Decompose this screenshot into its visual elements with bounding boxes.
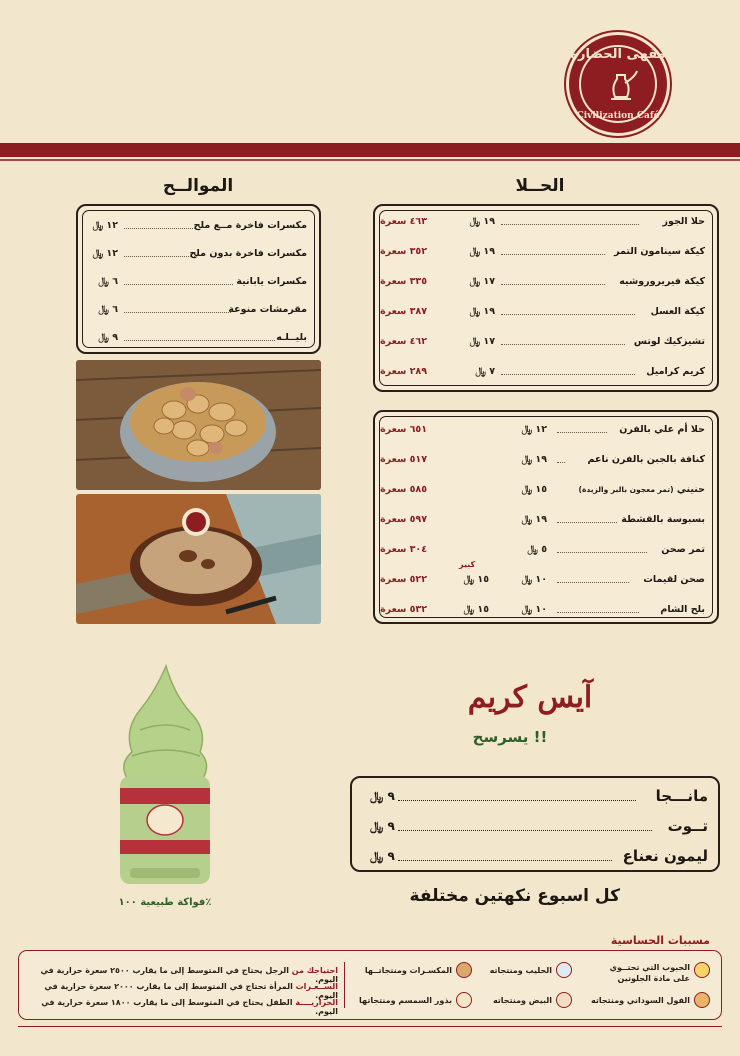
menu-row xyxy=(375,362,717,382)
item-name-main: حنيني xyxy=(676,484,705,495)
leader-dots xyxy=(557,522,617,523)
leader-dots xyxy=(124,284,233,285)
menu-row xyxy=(78,272,319,292)
leader-dots xyxy=(398,800,636,801)
leader-dots xyxy=(557,612,639,613)
leader-dots xyxy=(124,228,197,229)
leader-dots xyxy=(501,374,635,375)
nuts-bowl-photo xyxy=(76,360,321,490)
item-price: ١٩ ﷼ xyxy=(521,454,547,465)
item-name: مكسرات فاخرة مــع ملح xyxy=(193,220,307,231)
menu-row xyxy=(78,300,319,320)
leader-dots xyxy=(501,254,605,255)
item-calories: ٥٣٢ سعرة xyxy=(380,604,427,615)
bottom-rule xyxy=(18,1026,722,1027)
item-name: مكسرات فاخرة بدون ملح xyxy=(189,248,307,259)
egg-icon xyxy=(556,992,572,1008)
natural-fruit-note: فواكة طبيعية ١٠٠٪ xyxy=(118,897,212,908)
item-name xyxy=(579,484,705,495)
item-price-large: ١٥ ﷼ xyxy=(463,574,489,585)
mawaleh-box xyxy=(76,204,321,354)
menu-row xyxy=(375,570,717,590)
calorie-note-text: المرأة تحتاج في المتوسط إلى ما يقارب ٢٠٠٠ سعرة حرارية في اليوم. xyxy=(44,982,338,1000)
halaa-box-2 xyxy=(373,410,719,624)
icecream-row xyxy=(352,814,718,838)
menu-row xyxy=(375,332,717,352)
item-name: مكسرات يابانية xyxy=(236,276,307,287)
item-price: ١٩ ﷼ xyxy=(521,514,547,525)
item-name: صحن لقيمات xyxy=(643,574,705,585)
item-calories: ٣٨٧ سعرة xyxy=(380,306,427,317)
menu-row xyxy=(375,272,717,292)
flavor-price: ٩ ﷼ xyxy=(370,819,395,833)
menu-row xyxy=(375,212,717,232)
calorie-note-head: الســعـرات xyxy=(295,982,338,991)
leader-dots xyxy=(501,314,635,315)
menu-row xyxy=(375,600,717,620)
allergen-label: الحليب ومنتجاته xyxy=(489,966,552,975)
item-price: ١٧ ﷼ xyxy=(469,276,495,287)
item-name: حلا أم علي بالفرن xyxy=(619,424,705,435)
menu-row xyxy=(375,242,717,262)
item-name: حلا الجوز xyxy=(662,216,705,227)
header-band-top xyxy=(0,143,740,157)
menu-row xyxy=(375,480,717,500)
nuts-bowl-illustration xyxy=(76,360,321,490)
weekly-flavors-note: كل اسبوع نكهتين مختلفة xyxy=(409,886,620,906)
logo-name-en: Civilization Café xyxy=(576,111,660,121)
leader-dots xyxy=(124,340,275,341)
flavor-name: ليمون نعناع xyxy=(622,847,708,865)
flavor-price: ٩ ﷼ xyxy=(370,789,395,803)
leader-dots xyxy=(398,830,652,831)
ice-cream-cup-illustration xyxy=(110,660,220,890)
allergen-label: الحبوب التي تحتــوي على مادة الجلوتين xyxy=(609,963,690,983)
item-price: ٦ ﷼ xyxy=(98,276,118,287)
item-calories: ٣٥٢ سعرة xyxy=(380,246,427,257)
item-price: ١٧ ﷼ xyxy=(469,336,495,347)
item-name: كنافة بالجبن بالفرن ناعم xyxy=(587,454,705,465)
item-calories: ٢٨٩ سعرة xyxy=(380,366,427,377)
leader-dots xyxy=(557,552,647,553)
calorie-note-text: الطفل يحتاج في المتوسط إلى ما يقارب ١٨٠٠ سعرة حرارية في اليوم. xyxy=(41,998,338,1016)
item-calories: ٤٦٢ سعرة xyxy=(380,336,427,347)
nuts-icon xyxy=(456,962,472,978)
item-price: ١٢ ﷼ xyxy=(92,220,118,231)
leader-dots xyxy=(124,312,231,313)
leader-dots xyxy=(557,582,629,583)
menu-row xyxy=(375,540,717,560)
allergen-label: الفول السوداني ومنتجاته xyxy=(591,996,690,1005)
item-calories: ٤٦٣ سعرة xyxy=(380,216,427,227)
item-price: ١٠ ﷼ xyxy=(521,604,547,615)
peanut-icon xyxy=(694,992,710,1008)
coffee-pot-icon xyxy=(601,67,641,107)
leader-dots xyxy=(398,860,612,861)
item-price: ١٠ ﷼ xyxy=(521,574,547,585)
icecream-box xyxy=(350,776,720,872)
icecream-row xyxy=(352,844,718,868)
item-price: ٦ ﷼ xyxy=(98,304,118,315)
halaa-box-1 xyxy=(373,204,719,392)
cafe-logo xyxy=(566,32,670,136)
icecream-title: آيس كريم xyxy=(467,680,593,715)
item-price: ٧ ﷼ xyxy=(475,366,495,377)
menu-row xyxy=(375,510,717,530)
menu-row xyxy=(78,244,319,264)
item-name: كيكة العسل xyxy=(650,306,705,317)
item-name: مقرمشات منوعة xyxy=(228,304,307,315)
item-price: ٩ ﷼ xyxy=(98,332,118,343)
leader-dots xyxy=(124,256,197,257)
item-calories: ٥٨٥ سعرة xyxy=(380,484,427,495)
calorie-note-head: احتياجك من xyxy=(291,966,338,975)
header-band-thin xyxy=(0,159,740,161)
item-price: ١٩ ﷼ xyxy=(469,216,495,227)
item-price: ١٢ ﷼ xyxy=(521,424,547,435)
menu-row xyxy=(375,420,717,440)
menu-row xyxy=(78,216,319,236)
icecream-subtitle: يسرسح !! xyxy=(472,728,548,746)
large-size-label: كبير xyxy=(459,560,476,569)
calorie-note-text: الرجل يحتاج في المتوسط إلى ما يقارب ٢٥٠٠ سعرة حرارية في اليوم. xyxy=(40,966,338,984)
item-name: بليــلـه xyxy=(276,332,307,343)
flavor-name: تــوت xyxy=(667,817,708,835)
item-name: تمر صحن xyxy=(661,544,705,555)
item-note: (تمر معجون بالبر والزبدة) xyxy=(578,485,674,494)
item-name: كيكة سينامون التمر xyxy=(614,246,705,257)
item-price-large: ١٥ ﷼ xyxy=(463,604,489,615)
halaa-title: الحــلا xyxy=(515,176,565,196)
wheat-icon xyxy=(694,962,710,978)
halaa-box-1-inner xyxy=(379,210,713,386)
allergen-label: بذور السمسم ومنتجاتها xyxy=(359,996,452,1005)
item-price: ١٩ ﷼ xyxy=(469,306,495,317)
mawaleh-title: الموالــح xyxy=(162,176,234,196)
item-price: ١٢ ﷼ xyxy=(92,248,118,259)
calorie-note xyxy=(28,998,338,1016)
sesame-icon xyxy=(456,992,472,1008)
dessert-illustration xyxy=(76,494,321,624)
icecream-row xyxy=(352,784,718,808)
logo-name-ar: مقهى الحضارة xyxy=(570,47,666,62)
menu-row xyxy=(375,302,717,322)
allergen-label: البيض ومنتجاته xyxy=(492,996,552,1005)
item-calories: ٥٢٢ سعرة xyxy=(380,574,427,585)
item-calories: ٦٥١ سعرة xyxy=(380,424,427,435)
item-price: ١٥ ﷼ xyxy=(521,484,547,495)
leader-dots xyxy=(557,462,565,463)
item-price: ١٩ ﷼ xyxy=(469,246,495,257)
item-name: كريم كراميل xyxy=(646,366,705,377)
leader-dots xyxy=(557,432,607,433)
allergens-title: مسببات الحساسية xyxy=(610,934,710,947)
leader-dots xyxy=(501,344,625,345)
item-calories: ٥٩٧ سعرة xyxy=(380,514,427,525)
menu-row xyxy=(375,450,717,470)
item-name: بسبوسة بالقشطة xyxy=(621,514,705,525)
item-name: كيكة فيريروروشيه xyxy=(619,276,705,287)
milk-icon xyxy=(556,962,572,978)
item-price: ٥ ﷼ xyxy=(527,544,547,555)
date-dessert-photo xyxy=(76,494,321,624)
leader-dots xyxy=(501,224,639,225)
calorie-note-head: الحراريــــة xyxy=(295,998,338,1007)
allergen-label: المكسـرات ومنتجاتــها xyxy=(364,966,452,975)
item-name: بلح الشام xyxy=(660,604,705,615)
allergens-divider xyxy=(344,962,345,1008)
leader-dots xyxy=(501,284,605,285)
item-calories: ٥١٧ سعرة xyxy=(380,454,427,465)
menu-row xyxy=(78,328,319,348)
item-calories: ٣٠٤ سعرة xyxy=(380,544,427,555)
item-calories: ٣٣٥ سعرة xyxy=(380,276,427,287)
item-name: تشيزكيك لوتس xyxy=(633,336,705,347)
flavor-price: ٩ ﷼ xyxy=(370,849,395,863)
flavor-name: مانـــجا xyxy=(655,787,708,805)
